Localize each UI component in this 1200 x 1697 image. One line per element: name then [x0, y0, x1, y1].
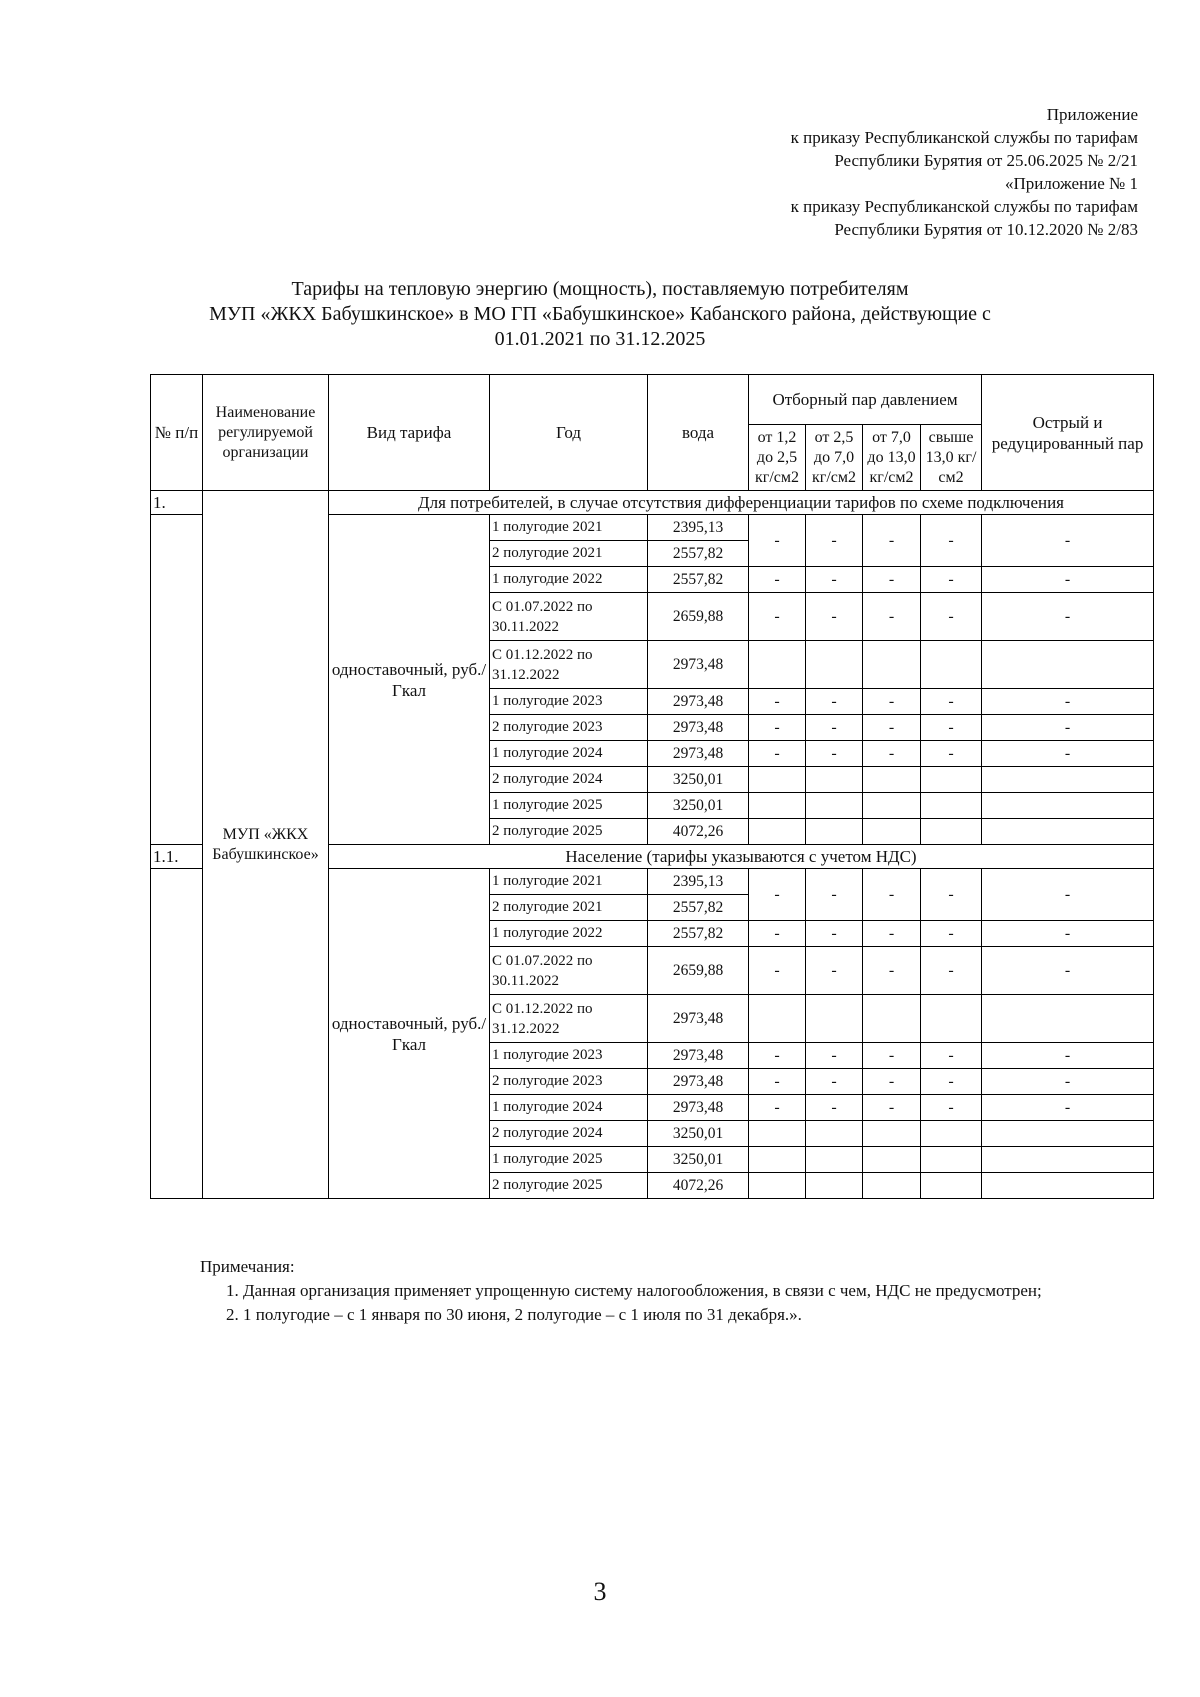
period-cell: 2 полугодие 2023 [490, 1069, 648, 1095]
steam-empty [806, 819, 863, 845]
sharp-steam-value: - [982, 947, 1154, 995]
header-steam-3: от 7,0 до 13,0 кг/см2 [863, 425, 921, 491]
header-line: «Приложение № 1 [1005, 174, 1138, 193]
steam-value: - [749, 567, 806, 593]
section-num: 1.1. [151, 845, 203, 869]
section-num: 1. [151, 491, 203, 515]
water-value: 2973,48 [648, 1043, 749, 1069]
period-cell: 1 полугодие 2022 [490, 567, 648, 593]
period-cell: 1 полугодие 2021 [490, 515, 648, 541]
water-value: 4072,26 [648, 1173, 749, 1199]
sharp-steam-value: - [982, 921, 1154, 947]
steam-empty [863, 767, 921, 793]
water-value: 3250,01 [648, 1147, 749, 1173]
header-line: Республики Бурятия от 25.06.2025 № 2/21 [834, 151, 1138, 170]
period-cell: С 01.07.2022 по 30.11.2022 [490, 947, 648, 995]
header-water: вода [648, 375, 749, 491]
period-cell: 1 полугодие 2023 [490, 689, 648, 715]
steam-value: - [863, 515, 921, 567]
steam-empty [806, 1121, 863, 1147]
header-year: Год [490, 375, 648, 491]
section-num-spacer [151, 515, 203, 845]
steam-value: - [749, 515, 806, 567]
document-title [130, 277, 1070, 352]
notes-block [158, 1255, 1148, 1327]
period-cell: С 01.12.2022 по 31.12.2022 [490, 641, 648, 689]
header-line: Приложение [1046, 105, 1138, 124]
steam-empty [921, 1173, 982, 1199]
steam-empty [806, 793, 863, 819]
steam-empty [749, 793, 806, 819]
header-steam-group: Отборный пар давлением [749, 375, 982, 425]
steam-value: - [921, 869, 982, 921]
steam-value: - [863, 1069, 921, 1095]
sharp-steam-empty [982, 1121, 1154, 1147]
steam-value: - [749, 1095, 806, 1121]
steam-value: - [749, 741, 806, 767]
steam-empty [749, 995, 806, 1043]
steam-value: - [863, 715, 921, 741]
water-value: 2973,48 [648, 1069, 749, 1095]
steam-empty [749, 1121, 806, 1147]
section-title: Население (тарифы указываются с учетом НДС) [329, 845, 1154, 869]
steam-value: - [921, 1069, 982, 1095]
steam-value: - [921, 1043, 982, 1069]
sharp-steam-value: - [982, 593, 1154, 641]
steam-value: - [921, 689, 982, 715]
header-line: к приказу Республиканской службы по тарифам [790, 197, 1138, 216]
steam-value: - [806, 689, 863, 715]
header-type: Вид тарифа [329, 375, 490, 491]
steam-value: - [749, 715, 806, 741]
title-line: 01.01.2021 по 31.12.2025 [494, 328, 706, 350]
sharp-steam-value: - [982, 715, 1154, 741]
steam-value: - [863, 947, 921, 995]
steam-empty [863, 819, 921, 845]
steam-empty [749, 1147, 806, 1173]
steam-empty [863, 995, 921, 1043]
steam-value: - [863, 689, 921, 715]
sharp-steam-empty [982, 767, 1154, 793]
sharp-steam-empty [982, 641, 1154, 689]
steam-value: - [806, 1069, 863, 1095]
period-cell: 2 полугодие 2024 [490, 1121, 648, 1147]
steam-value: - [863, 567, 921, 593]
period-cell: 1 полугодие 2022 [490, 921, 648, 947]
sharp-steam-value: - [982, 869, 1154, 921]
water-value: 2395,13 [648, 515, 749, 541]
water-value: 2659,88 [648, 593, 749, 641]
steam-value: - [921, 1095, 982, 1121]
steam-value: - [749, 593, 806, 641]
steam-value: - [749, 1043, 806, 1069]
water-value: 2557,82 [648, 921, 749, 947]
steam-value: - [921, 741, 982, 767]
header-steam-4: свыше 13,0 кг/см2 [921, 425, 982, 491]
steam-value: - [806, 947, 863, 995]
period-cell: 1 полугодие 2024 [490, 741, 648, 767]
steam-value: - [863, 1043, 921, 1069]
steam-empty [863, 793, 921, 819]
period-cell: 2 полугодие 2021 [490, 895, 648, 921]
steam-value: - [806, 593, 863, 641]
sharp-steam-value: - [982, 567, 1154, 593]
steam-empty [863, 1121, 921, 1147]
steam-value: - [749, 869, 806, 921]
steam-value: - [863, 921, 921, 947]
steam-empty [921, 641, 982, 689]
period-cell: 1 полугодие 2024 [490, 1095, 648, 1121]
section-num-spacer [151, 869, 203, 1199]
steam-empty [863, 641, 921, 689]
steam-value: - [921, 567, 982, 593]
period-cell: 2 полугодие 2024 [490, 767, 648, 793]
period-cell: 1 полугодие 2023 [490, 1043, 648, 1069]
header-steam-1: от 1,2 до 2,5 кг/см2 [749, 425, 806, 491]
sharp-steam-empty [982, 793, 1154, 819]
period-cell: 2 полугодие 2021 [490, 541, 648, 567]
steam-empty [806, 1173, 863, 1199]
water-value: 3250,01 [648, 1121, 749, 1147]
steam-empty [749, 819, 806, 845]
header-line: Республики Бурятия от 10.12.2020 № 2/83 [834, 220, 1138, 239]
sharp-steam-value: - [982, 1069, 1154, 1095]
water-value: 2973,48 [648, 641, 749, 689]
notes-heading: Примечания: [200, 1257, 295, 1276]
water-value: 2395,13 [648, 869, 749, 895]
period-cell: 1 полугодие 2021 [490, 869, 648, 895]
page-number: 3 [593, 1577, 607, 1606]
steam-value: - [921, 921, 982, 947]
sharp-steam-value: - [982, 1043, 1154, 1069]
water-value: 3250,01 [648, 793, 749, 819]
steam-value: - [863, 1095, 921, 1121]
tariff-type: одноставочный, руб./Гкал [329, 515, 490, 845]
steam-value: - [921, 947, 982, 995]
steam-empty [806, 1147, 863, 1173]
water-value: 2557,82 [648, 895, 749, 921]
steam-empty [921, 793, 982, 819]
note-item: 1. Данная организация применяет упрощенную систему налогообложения, в связи с чем, НДС не предусмотрен; [226, 1281, 1042, 1300]
sharp-steam-empty [982, 819, 1154, 845]
steam-value: - [806, 1095, 863, 1121]
steam-value: - [749, 921, 806, 947]
steam-value: - [921, 515, 982, 567]
section-title: Для потребителей, в случае отсутствия дифференциации тарифов по схеме подключения [329, 491, 1154, 515]
steam-value: - [806, 715, 863, 741]
steam-empty [806, 641, 863, 689]
steam-value: - [749, 1069, 806, 1095]
steam-empty [921, 819, 982, 845]
sharp-steam-value: - [982, 515, 1154, 567]
steam-value: - [806, 1043, 863, 1069]
header-sharp-steam: Острый и редуцированный пар [982, 375, 1154, 491]
title-line: Тарифы на тепловую энергию (мощность), поставляемую потребителям [291, 278, 909, 300]
steam-value: - [863, 869, 921, 921]
period-cell: 1 полугодие 2025 [490, 1147, 648, 1173]
header-org: Наименование регулируемой организации [203, 375, 329, 491]
period-cell: 1 полугодие 2025 [490, 793, 648, 819]
header-num: № п/п [151, 375, 203, 491]
steam-value: - [921, 715, 982, 741]
period-cell: 2 полугодие 2023 [490, 715, 648, 741]
sharp-steam-value: - [982, 689, 1154, 715]
steam-value: - [806, 515, 863, 567]
org-name: МУП «ЖКХ Бабушкинское» [203, 491, 329, 1199]
steam-value: - [806, 741, 863, 767]
sharp-steam-empty [982, 1147, 1154, 1173]
steam-value: - [863, 593, 921, 641]
water-value: 4072,26 [648, 819, 749, 845]
steam-value: - [806, 567, 863, 593]
steam-value: - [863, 741, 921, 767]
water-value: 2973,48 [648, 741, 749, 767]
header-line: к приказу Республиканской службы по тарифам [790, 128, 1138, 147]
period-cell: С 01.12.2022 по 31.12.2022 [490, 995, 648, 1043]
steam-empty [921, 1121, 982, 1147]
period-cell: 2 полугодие 2025 [490, 819, 648, 845]
sharp-steam-empty [982, 1173, 1154, 1199]
steam-empty [749, 1173, 806, 1199]
water-value: 2973,48 [648, 1095, 749, 1121]
steam-value: - [806, 869, 863, 921]
water-value: 2557,82 [648, 567, 749, 593]
period-cell: 2 полугодие 2025 [490, 1173, 648, 1199]
steam-empty [806, 767, 863, 793]
water-value: 2973,48 [648, 715, 749, 741]
tariff-type: одноставочный, руб./Гкал [329, 869, 490, 1199]
steam-empty [863, 1173, 921, 1199]
tariff-table [150, 374, 1154, 1199]
header-steam-2: от 2,5 до 7,0 кг/см2 [806, 425, 863, 491]
steam-empty [921, 767, 982, 793]
steam-empty [921, 995, 982, 1043]
steam-empty [749, 767, 806, 793]
steam-empty [749, 641, 806, 689]
water-value: 2973,48 [648, 995, 749, 1043]
title-line: МУП «ЖКХ Бабушкинское» в МО ГП «Бабушкинское» Кабанского района, действующие с [209, 303, 991, 325]
sharp-steam-value: - [982, 1095, 1154, 1121]
header-block [791, 103, 1138, 241]
water-value: 2973,48 [648, 689, 749, 715]
water-value: 3250,01 [648, 767, 749, 793]
note-item: 2. 1 полугодие – с 1 января по 30 июня, 2 полугодие – с 1 июля по 31 декабря.». [226, 1305, 802, 1324]
sharp-steam-value: - [982, 741, 1154, 767]
steam-empty [863, 1147, 921, 1173]
steam-empty [806, 995, 863, 1043]
steam-empty [921, 1147, 982, 1173]
steam-value: - [806, 921, 863, 947]
steam-value: - [749, 947, 806, 995]
water-value: 2557,82 [648, 541, 749, 567]
sharp-steam-empty [982, 995, 1154, 1043]
steam-value: - [921, 593, 982, 641]
period-cell: С 01.07.2022 по 30.11.2022 [490, 593, 648, 641]
water-value: 2659,88 [648, 947, 749, 995]
steam-value: - [749, 689, 806, 715]
